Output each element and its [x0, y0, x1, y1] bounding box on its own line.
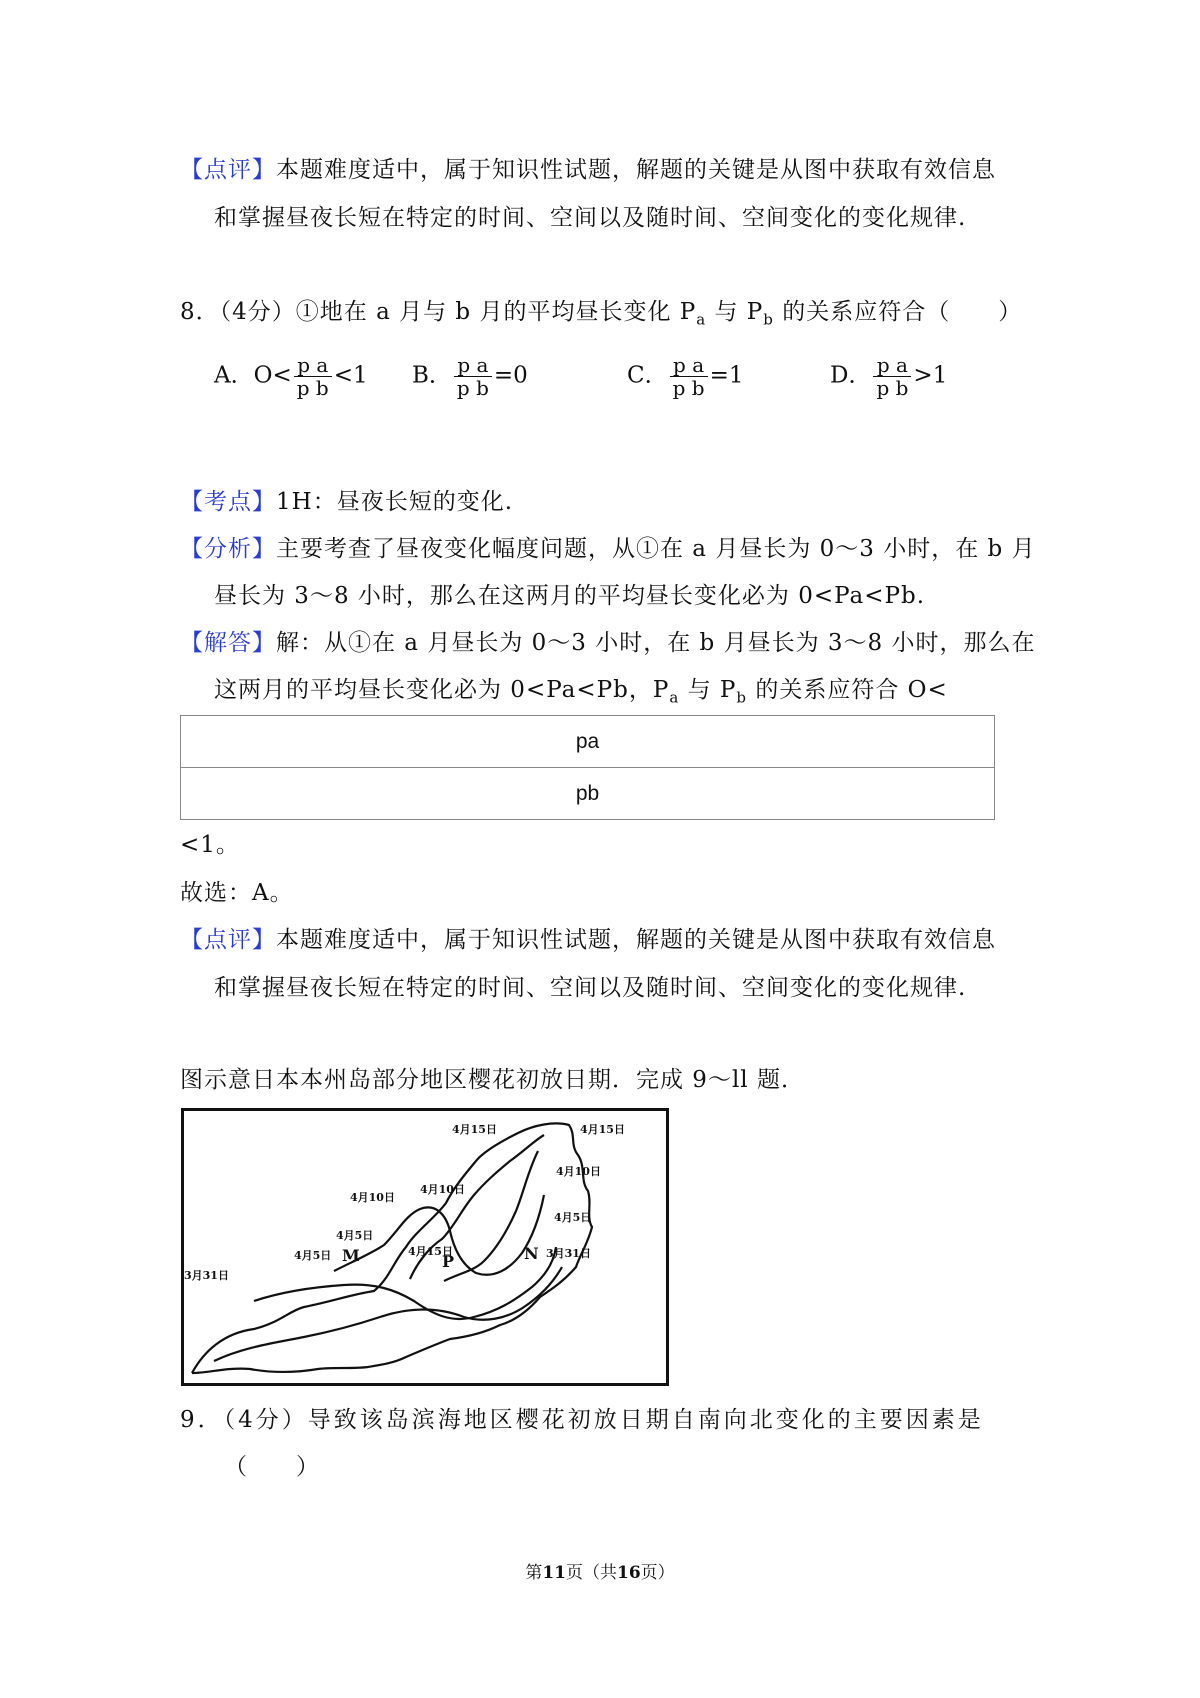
map-intro: 图示意日本本州岛部分地区樱花初放日期．完成 9～ll 题． [180, 1067, 805, 1093]
comment-line [214, 203, 966, 233]
option-a: A．O< $\frac{\text{p a}}{\text{p b}}$ <1 [214, 353, 368, 400]
fraction: $\frac{\text{p a}}{\text{p b}}$ [873, 354, 911, 399]
fraction-table [180, 715, 995, 820]
comment-text: 和掌握昼夜长短在特定的时间、空间以及随时间、空间变化的变化规律. [214, 205, 967, 231]
jieda-line: 这两月的平均昼长变化必为 0<Pa<Pb，$P_a$ 与 $P_b$ 的关系应符合 O< [214, 677, 948, 707]
map-label: 4月15日 [452, 1123, 497, 1136]
map-label: 4月5日 [554, 1211, 592, 1224]
option-b: B． $\frac{\text{p a}}{\text{p b}}$ =0 [412, 353, 528, 400]
table-cell-numerator: pa [181, 716, 994, 768]
comment-line: 【点评】本题难度适中，属于知识性试题，解题的关键是从图中获取有效信息 [180, 927, 996, 953]
fraction: $\frac{\text{p a}}{\text{p b}}$ [670, 354, 708, 399]
option-d: D． $\frac{\text{p a}}{\text{p b}}$ >1 [830, 353, 948, 400]
comment-tag: 【点评】 [180, 927, 276, 953]
fenxi-tag: 【分析】 [180, 536, 276, 562]
comment-tag: 【点评】 [180, 157, 276, 183]
question-9-blank: （ ） [224, 1454, 320, 1480]
kaodian-tag: 【考点】 [180, 489, 276, 515]
map-label: 4月5日 [294, 1249, 332, 1262]
map-label: 4月5日 [336, 1229, 374, 1242]
question-9-stem: 9．（4分）导致该岛滨海地区樱花初放日期自南向北变化的主要因素是 [180, 1407, 984, 1433]
comment-line: 和掌握昼夜长短在特定的时间、空间以及随时间、空间变化的变化规律. [214, 975, 967, 1001]
map-label: 4月15日 [580, 1123, 625, 1136]
question-8-stem: 8．（4分）①地在 a 月与 b 月的平均昼长变化 $P_a$ 与 $P_b$ 的关系应符合（ ） [180, 299, 1023, 329]
map-label: 3月31日 [184, 1269, 229, 1282]
page-number: 11 [542, 1563, 566, 1583]
page-total: 16 [617, 1563, 641, 1583]
jieda-tag: 【解答】 [180, 630, 276, 656]
map-label: 4月15日 [408, 1245, 453, 1258]
fenxi-line: 昼长为 3～8 小时，那么在这两月的平均昼长变化必为 0<Pa<Pb. [214, 583, 926, 609]
map-label: 4月10日 [350, 1191, 395, 1204]
map-label: 3月31日 [546, 1247, 591, 1260]
page-footer: 第11页（共16页） [525, 1563, 675, 1583]
jieda-after-table: <1。 [180, 832, 240, 858]
map-figure [184, 1111, 666, 1383]
fenxi-line: 【分析】主要考查了昼夜变化幅度问题，从①在 a 月昼长为 0～3 小时，在 b 月 [180, 536, 1036, 562]
table-cell-denominator: pb [575, 782, 600, 805]
jieda-line: 【解答】解：从①在 a 月昼长为 0～3 小时，在 b 月昼长为 3～8 小时，那么在 [180, 630, 1036, 656]
map-label: 4月10日 [556, 1165, 601, 1178]
map-label: 4月10日 [420, 1183, 465, 1196]
comment-text: 本题难度适中，属于知识性试题，解题的关键是从图中获取有效信息 [276, 157, 996, 183]
comment-line [180, 155, 996, 185]
isoline-3-31 [214, 1267, 562, 1361]
map-point-m: M [342, 1246, 360, 1265]
jieda-choice: 故选：A。 [180, 880, 294, 906]
cherry-blossom-map [181, 1108, 669, 1386]
map-point-p: P [442, 1252, 455, 1271]
map-point-n: N [524, 1244, 539, 1263]
fraction: $\frac{\text{p a}}{\text{p b}}$ [294, 354, 332, 399]
kaodian-line: 【考点】1H：昼夜长短的变化. [180, 489, 514, 515]
option-c: C． $\frac{\text{p a}}{\text{p b}}$ =1 [627, 353, 744, 400]
fraction: $\frac{\text{p a}}{\text{p b}}$ [454, 354, 492, 399]
